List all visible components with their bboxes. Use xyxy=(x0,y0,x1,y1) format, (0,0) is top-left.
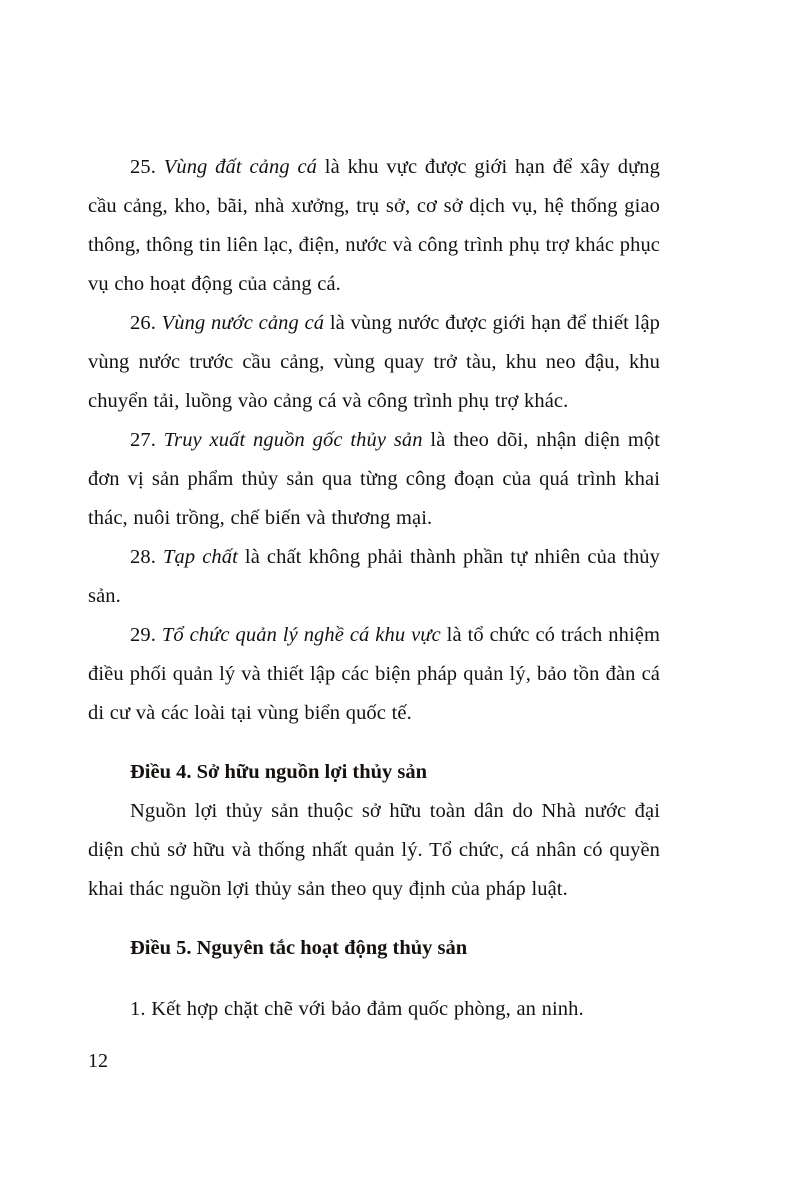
clause-29-term: Tổ chức quản lý nghề cá khu vực xyxy=(161,624,441,646)
article-5-heading: Điều 5. Nguyên tắc hoạt động thủy sản xyxy=(130,937,468,959)
clause-26-rest: là vùng nước được giới hạn để thiết lập vùng nước trước cầu cảng, vùng quay trở tàu, khu neo đậu, khu chuyển tải, luồng vào cảng cá và công trình phụ trợ khác. xyxy=(88,312,661,412)
article-5-clause-1: 1. Kết hợp chặt chẽ với bảo đảm quốc phòng, an ninh. xyxy=(130,998,584,1020)
clause-27-num-text: 27. xyxy=(130,429,156,451)
clause-28-rest: là chất không phải thành phần tự nhiên của thủy sản. xyxy=(88,546,661,607)
clause-27 xyxy=(88,421,660,538)
clause-29-rest: là tổ chức có trách nhiệm điều phối quản lý và thiết lập các biện pháp quản lý, bảo tồn đàn cá di cư và các loài tại vùng biển quốc tế. xyxy=(88,624,661,724)
clause-27-term: Truy xuất nguồn gốc thủy sản xyxy=(163,429,423,451)
clause-26 xyxy=(88,304,660,421)
clause-25 xyxy=(88,148,660,304)
page-number: 12 xyxy=(88,1050,108,1072)
clause-26-num-text: 26. xyxy=(130,312,156,334)
clause-26-term: Vùng nước cảng cá xyxy=(161,312,325,334)
clause-28 xyxy=(88,538,660,616)
article-4-body: Nguồn lợi thủy sản thuộc sở hữu toàn dân do Nhà nước đại diện chủ sở hữu và thống nhất quản lý. Tổ chức, cá nhân có quyền khai thác nguồn lợi thủy sản theo quy định của pháp luật. xyxy=(88,800,660,900)
clause-25-term: Vùng đất cảng cá xyxy=(163,156,318,178)
page-content xyxy=(88,148,660,1029)
clause-28-term: Tạp chất xyxy=(162,546,238,568)
article-4-heading: Điều 4. Sở hữu nguồn lợi thủy sản xyxy=(130,761,428,783)
clause-25-rest: là khu vực được giới hạn để xây dựng cầu cảng, kho, bãi, nhà xưởng, trụ sở, cơ sở dịch vụ, hệ thống giao thông, thông tin liên lạc, điện, nước và công trình phụ trợ khác phục vụ cho hoạt động của cảng cá. xyxy=(88,156,660,295)
clause-29 xyxy=(88,616,660,733)
clause-29-num-text: 29. xyxy=(130,624,156,646)
clause-28-num-text: 28. xyxy=(130,546,156,568)
clause-25-num-text: 25. xyxy=(130,156,156,178)
clause-27-rest: là theo dõi, nhận diện một đơn vị sản phẩm thủy sản qua từng công đoạn của quá trình khai thác, nuôi trồng, chế biến và thương mại. xyxy=(88,429,661,529)
